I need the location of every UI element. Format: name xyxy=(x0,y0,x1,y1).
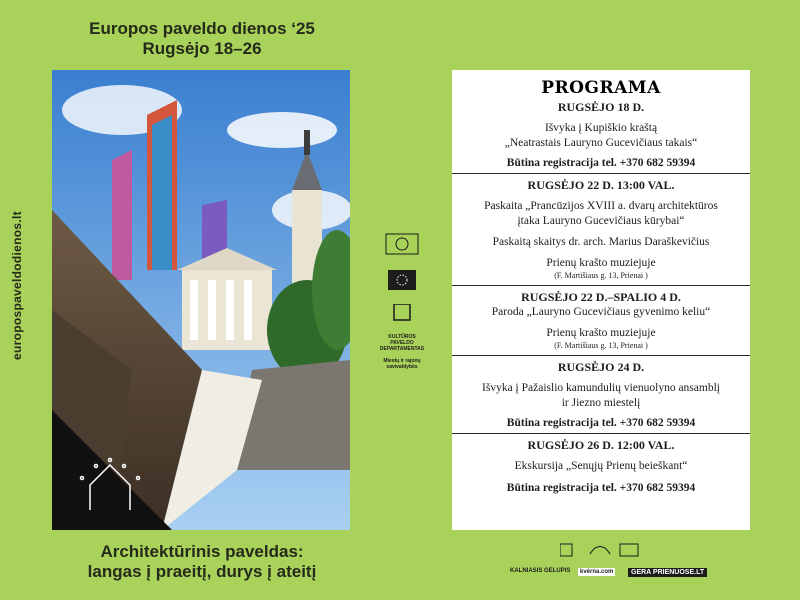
divider xyxy=(452,173,750,174)
event-2 xyxy=(452,178,750,281)
event-dates: Rugsėjo 18–26 xyxy=(142,39,262,58)
kpd-logo xyxy=(384,304,420,322)
program-panel xyxy=(452,70,750,530)
event-address: (F. Martišiaus g. 13, Prienai ) xyxy=(554,271,648,280)
event-date: RUGSĖJO 22 D.–SPALIO 4 D. xyxy=(521,290,681,304)
event-date: RUGSĖJO 24 D. xyxy=(557,360,645,374)
header xyxy=(52,18,352,59)
event-line: Išvyka į Kupiškio kraštą xyxy=(544,122,658,134)
event-line: įtaka Lauryno Gucevičiaus kūrybai“ xyxy=(517,215,685,227)
event-address: (F. Martišiaus g. 13, Prienai ) xyxy=(554,341,648,350)
poster-photo xyxy=(52,70,350,530)
tagline-line1: Architektūrinis paveldas: xyxy=(100,542,304,561)
event-4 xyxy=(452,360,750,429)
sponsor-1: KALNIASIS GELUPIS xyxy=(510,568,571,574)
event-line: Ekskursija „Senųjų Prienų beieškant“ xyxy=(514,460,688,472)
event-line: Prienų krašto muziejuje xyxy=(546,327,656,339)
divider xyxy=(452,285,750,286)
event-line: „Neatrastais Lauryno Gucevičiaus takais“ xyxy=(504,137,698,149)
partner-logo-text: Miestų ir rajonų savivaldybės xyxy=(383,358,421,370)
divider xyxy=(452,433,750,434)
event-line: Prienų krašto muziejuje xyxy=(546,257,656,269)
sponsor-2: kvėrna.com xyxy=(580,569,614,575)
divider xyxy=(452,355,750,356)
event-line: ir Jiezno miestelį xyxy=(561,397,641,409)
sponsor-logos xyxy=(510,540,710,590)
registration-phone: Būtina registracija tel. +370 682 59394 xyxy=(506,157,696,169)
partner-logos xyxy=(378,232,426,370)
event-title: Europos paveldo dienos ‘25 xyxy=(89,19,315,38)
event-line: Išvyka į Pažaislio kamundulių vienuolyno ansamblį xyxy=(482,382,720,394)
event-date: RUGSĖJO 18 D. xyxy=(557,100,645,114)
tagline xyxy=(52,542,352,582)
event-line: Paroda „Lauryno Gucevičiaus gyvenimo keliu“ xyxy=(491,306,711,318)
tagline-line2: langas į praeitį, durys į ateitį xyxy=(87,562,317,581)
council-of-europe-logo xyxy=(384,232,420,256)
sponsor-3: GERA PRIENUOSE.LT xyxy=(628,568,707,577)
event-1 xyxy=(452,100,750,169)
event-line: Paskaita „Prancūzijos XVIII a. dvarų architektūros xyxy=(484,200,718,212)
website-text: europospaveldodienos.lt xyxy=(10,211,24,360)
program-title: PROGRAMA xyxy=(541,78,661,98)
event-date: RUGSĖJO 22 D. 13:00 VAL. xyxy=(527,178,675,192)
kpd-logo-text: KULTŪROS PAVELDO DEPARTAMENTAS xyxy=(379,334,425,352)
event-3 xyxy=(452,290,750,351)
registration-phone: Būtina registracija tel. +370 682 59394 xyxy=(506,482,696,494)
event-line: Paskaitą skaitys dr. arch. Marius Daraškevičius xyxy=(492,236,710,248)
event-5 xyxy=(452,438,750,494)
registration-phone: Būtina registracija tel. +370 682 59394 xyxy=(506,417,696,429)
municipality-logo xyxy=(560,542,640,560)
eu-logo xyxy=(384,268,420,292)
event-date: RUGSĖJO 26 D. 12:00 VAL. xyxy=(527,438,675,452)
